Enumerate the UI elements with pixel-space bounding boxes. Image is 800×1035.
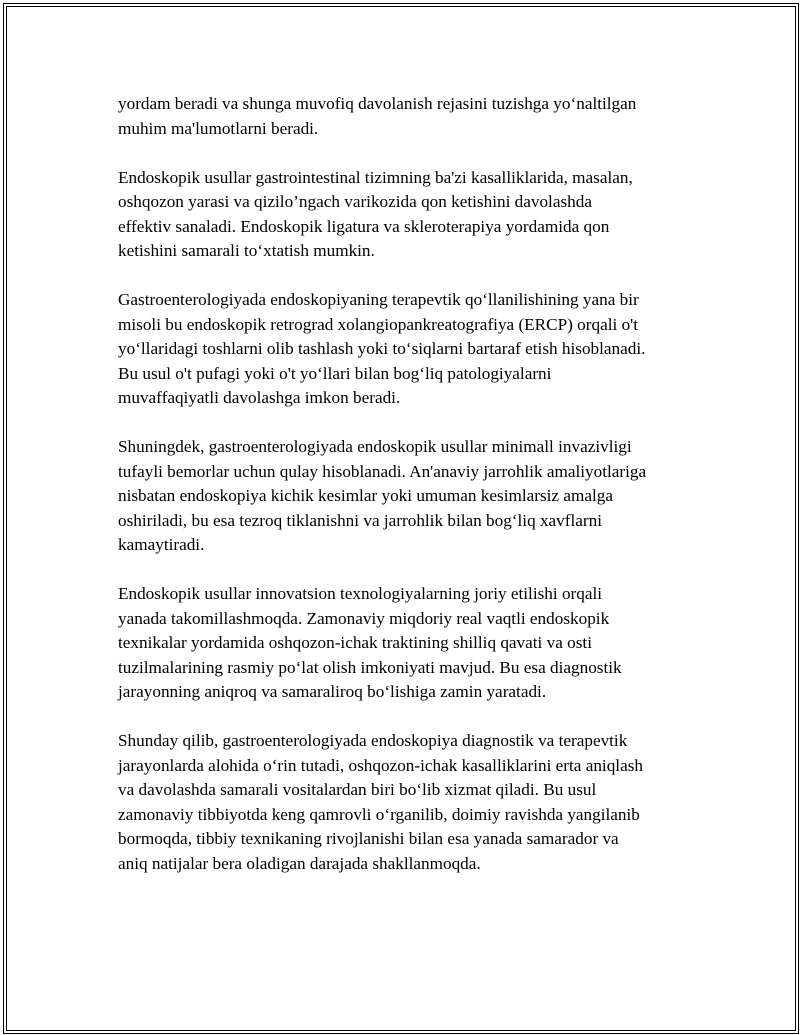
paragraph-6: Shunday qilib, gastroenterologiyada endoskopiya diagnostik va terapevtik jarayonlarda alohida o‘rin tutadi, oshqozon-ichak kasalliklarini erta aniqlash va davolashda samarali vositalardan biri bo‘lib xizmat qiladi. Bu usul zamonaviy tibbiyotda keng qamrovli o‘rganilib, doimiy ravishda yangilanib bormoqda, tibbiy texnikaning rivojlanishi bilan esa yanada samarador va aniq natijalar bera oladigan darajada shakllanmoqda. bbox=[118, 731, 643, 873]
paragraph-5: Endoskopik usullar innovatsion texnologiyalarning joriy etilishi orqali yanada takomillashmoqda. Zamonaviy miqdoriy real vaqtli endoskopik texnikalar yordamida oshqozon-ichak traktining shilliq qavati va osti tuzilmalarining rasmiy po‘lat olish imkoniyati mavjud. Bu esa diagnostik jarayonning aniqroq va samaraliroq bo‘lishiga zamin yaratadi. bbox=[118, 584, 622, 701]
paragraph-3: Gastroenterologiyada endoskopiyaning terapevtik qo‘llanilishining yana bir misoli bu endoskopik retrograd xolangiopankreatografiya (ERCP) orqali o't yo‘llaridagi toshlarni olib tashlash yoki to‘siqlarni bartaraf etish hisoblanadi. Bu usul o't pufagi yoki o't yo‘llari bilan bog‘liq patologiyalarni muvaffaqiyatli davolashga imkon beradi. bbox=[118, 290, 646, 407]
paragraph-2: Endoskopik usullar gastrointestinal tizimning ba'zi kasalliklarida, masalan, oshqozon yarasi va qizilo’ngach varikozida qon ketishini davolashda effektiv sanaladi. Endoskopik ligatura va skleroterapiya yordamida qon ketishini samarali to‘xtatish mumkin. bbox=[118, 167, 633, 260]
paragraph-1: yordam beradi va shunga muvofiq davolanish rejasini tuzishga yo‘naltilgan muhim ma'lumotlarni beradi. bbox=[118, 94, 637, 138]
document-body bbox=[118, 92, 698, 901]
paragraph-4: Shuningdek, gastroenterologiyada endoskopik usullar minimall invazivligi tufayli bemorlar uchun qulay hisoblanadi. An'anaviy jarrohlik amaliyotlariga nisbatan endoskopiya kichik kesimlar yoki umuman kesimlarsiz amalga oshiriladi, bu esa tezroq tiklanishni va jarrohlik bilan bog‘liq xavflarni kamaytiradi. bbox=[118, 437, 647, 554]
